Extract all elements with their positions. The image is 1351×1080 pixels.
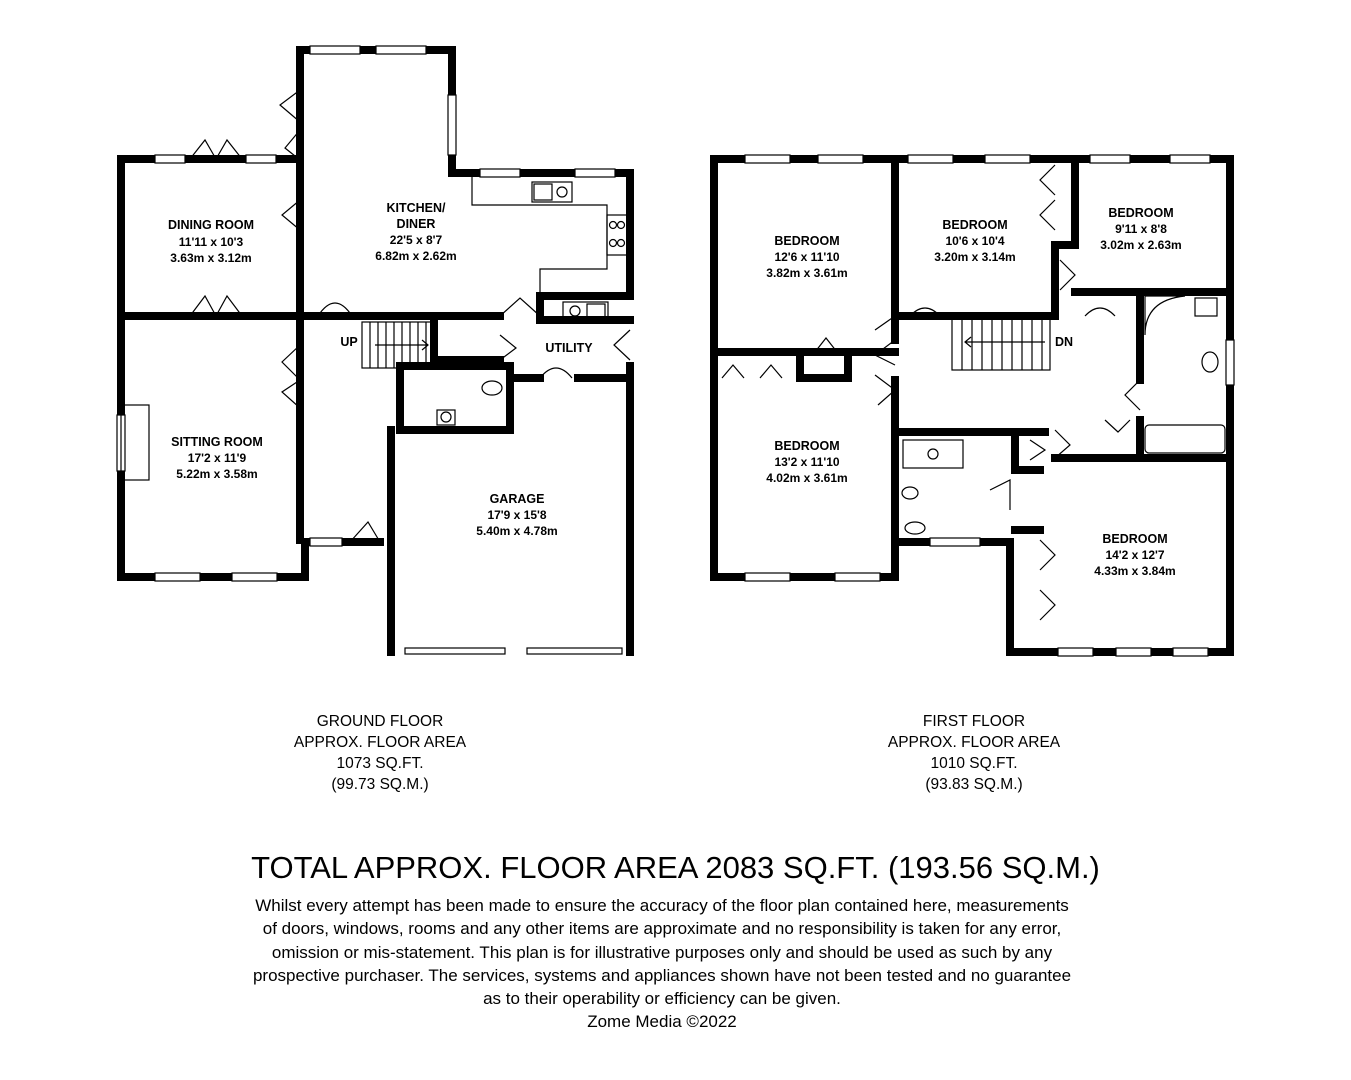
first-floor-plan (714, 155, 1234, 656)
bedroom-5-name: BEDROOM (1102, 532, 1168, 546)
disclaimer-line: omission or mis-statement. This plan is for illustrative purposes only and should be used as such by any (271, 942, 1053, 962)
ground-floor-plan (117, 46, 630, 654)
bedroom-3-imperial: 9'11 x 8'8 (1115, 222, 1167, 236)
disclaimer (150, 894, 1174, 1034)
first-floor-labels (766, 206, 1181, 578)
bedroom-5-imperial: 14'2 x 12'7 (1105, 548, 1165, 562)
disclaimer-line: prospective purchaser. The services, systems and appliances shown have not been tested and no guarantee (252, 965, 1072, 985)
disclaimer-line: as to their operability or efficiency can be given. (483, 989, 841, 1009)
bedroom-2-name: BEDROOM (942, 218, 1008, 232)
kitchen-name-line1: KITCHEN/ (386, 201, 446, 215)
ground-floor-labels (168, 201, 593, 538)
kitchen-metric: 6.82m x 2.62m (375, 249, 457, 263)
bedroom-1-name: BEDROOM (774, 234, 840, 248)
garage-name: GARAGE (489, 492, 545, 506)
ground-stair-label: UP (340, 335, 358, 349)
garage-imperial: 17'9 x 15'8 (487, 508, 547, 522)
utility-name: UTILITY (545, 341, 593, 355)
first-floor-stairs (952, 318, 1050, 370)
first-floor-title: FIRST FLOOR (922, 713, 1026, 730)
kitchen-name-line2: DINER (396, 217, 436, 231)
sitting-room-metric: 5.22m x 3.58m (176, 467, 258, 481)
bedroom-1-metric: 3.82m x 3.61m (766, 266, 848, 280)
bathroom-fittings (902, 296, 1225, 534)
bedroom-2-metric: 3.20m x 3.14m (934, 250, 1016, 264)
dining-room-metric: 3.63m x 3.12m (170, 251, 252, 265)
credit: Zome Media ©2022 (587, 1012, 737, 1032)
kitchen-fittings (437, 177, 627, 425)
bedroom-1-imperial: 12'6 x 11'10 (774, 250, 840, 264)
ground-floor-sqft: 1073 SQ.FT. (336, 755, 424, 772)
ground-floor-area-info (270, 711, 490, 795)
ground-floor-title: GROUND FLOOR (316, 713, 444, 730)
first-floor-area-label: APPROX. FLOOR AREA (887, 734, 1061, 751)
sitting-room-imperial: 17'2 x 11'9 (187, 451, 247, 465)
first-stair-label: DN (1054, 335, 1074, 349)
bedroom-4-name: BEDROOM (774, 439, 840, 453)
ground-floor-sqm: (99.73 SQ.M.) (331, 776, 429, 793)
bedroom-4-imperial: 13'2 x 11'10 (774, 455, 840, 469)
dining-room-name: DINING ROOM (167, 218, 255, 232)
ground-floor-stairs (362, 322, 432, 368)
bedroom-3-metric: 3.02m x 2.63m (1100, 238, 1182, 252)
disclaimer-line: Whilst every attempt has been made to ensure the accuracy of the floor plan contained here, measurements (255, 896, 1069, 915)
dining-room-imperial: 11'11 x 10'3 (178, 235, 244, 249)
sitting-room-name: SITTING ROOM (171, 435, 263, 449)
first-floor-area-info (864, 711, 1084, 795)
first-floor-sqm: (93.83 SQ.M.) (925, 776, 1023, 793)
total-floor-area: TOTAL APPROX. FLOOR AREA 2083 SQ.FT. (193.56 SQ.M.) (251, 850, 1100, 885)
first-floor-sqft: 1010 SQ.FT. (930, 755, 1018, 772)
ground-floor-area-label: APPROX. FLOOR AREA (293, 734, 467, 751)
disclaimer-line: of doors, windows, rooms and any other items are approximate and no responsibility is taken for any error, (262, 919, 1062, 939)
bedroom-3-name: BEDROOM (1108, 206, 1174, 220)
bedroom-4-metric: 4.02m x 3.61m (766, 471, 848, 485)
bedroom-5-metric: 4.33m x 3.84m (1094, 564, 1176, 578)
kitchen-imperial: 22'5 x 8'7 (389, 233, 443, 247)
garage-metric: 5.40m x 4.78m (476, 524, 558, 538)
bedroom-2-imperial: 10'6 x 10'4 (945, 234, 1005, 248)
